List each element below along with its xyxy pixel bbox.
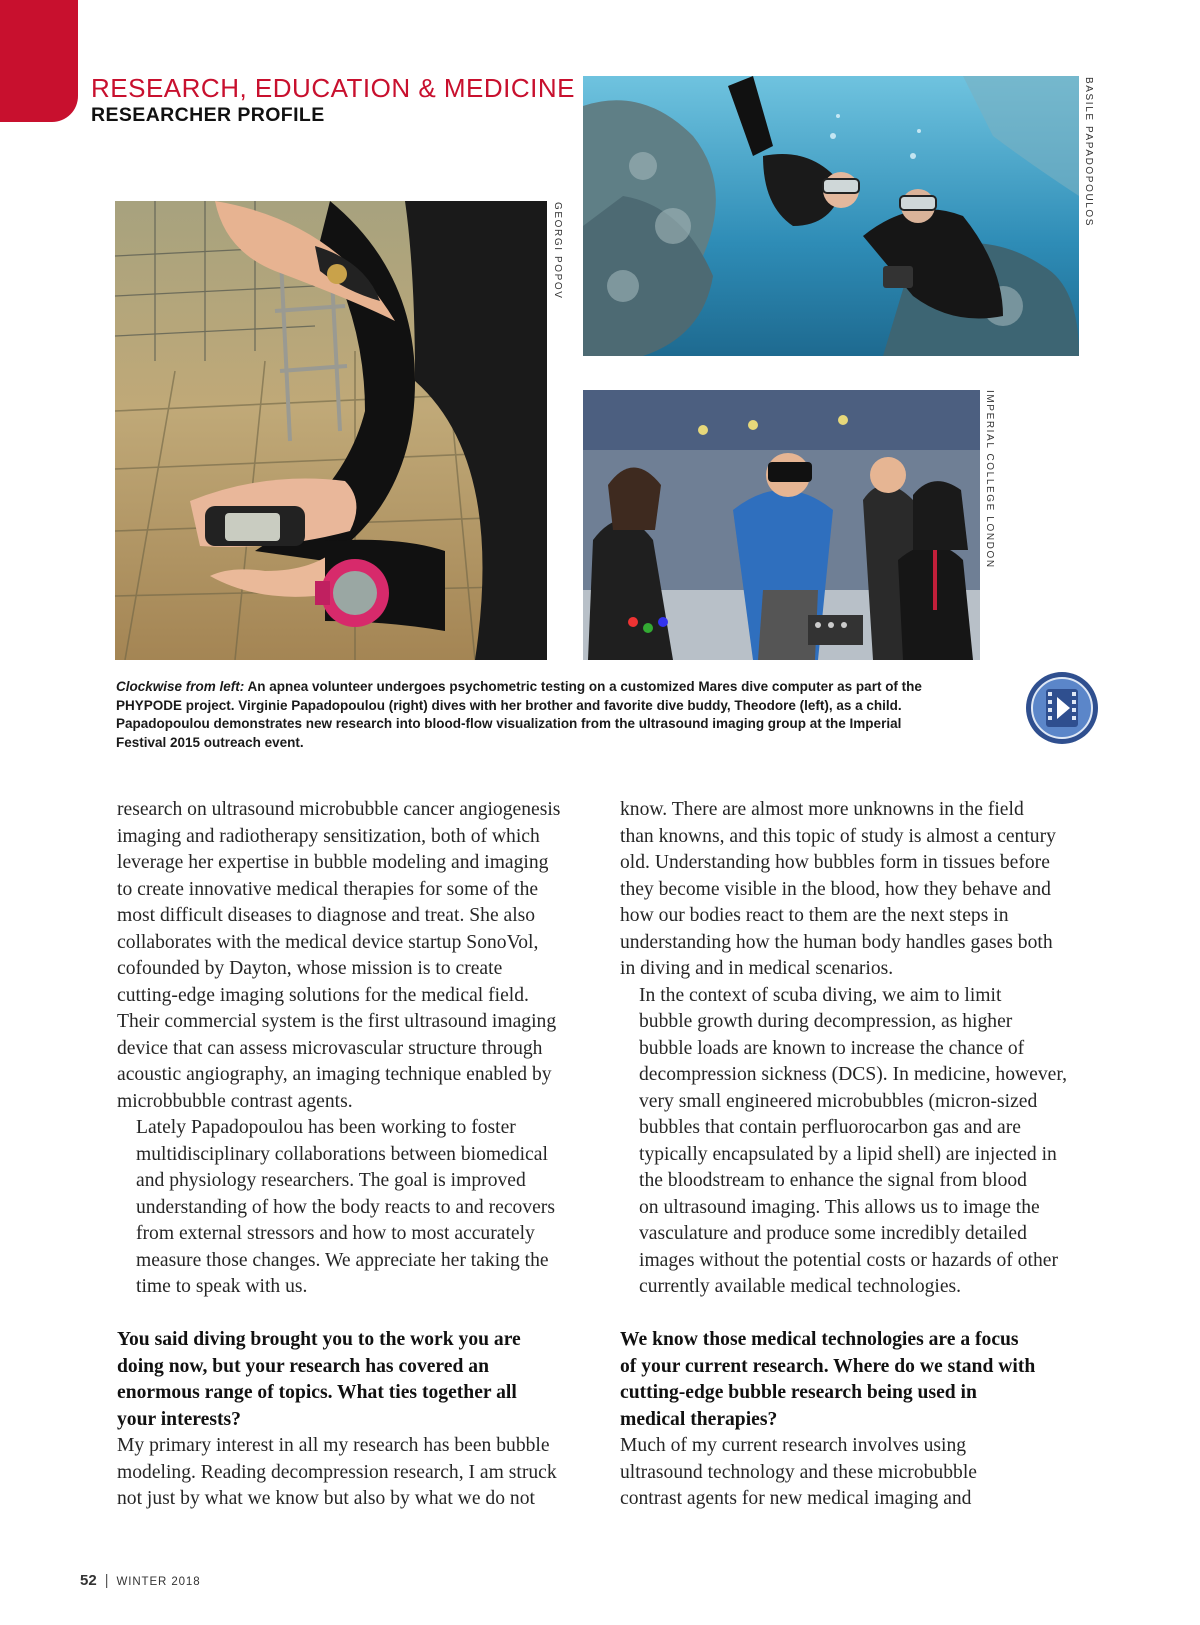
photo-imperial-festival xyxy=(583,390,980,660)
text-line: understanding how the human body handles gases both xyxy=(620,931,1053,953)
page-number: 52 xyxy=(80,1572,97,1589)
text-line: currently available medical technologies. xyxy=(639,1276,962,1297)
text-line: the bloodstream to enhance the signal from blood xyxy=(639,1170,1027,1191)
text-line: leverage her expertise in bubble modeling and imaging xyxy=(117,852,549,873)
text-line: very small engineered microbubbles (micron-sized xyxy=(639,1090,1038,1112)
text-line: modeling. Reading decompression research, I am struck xyxy=(117,1461,557,1483)
text-line: In the context of scuba diving, we aim to limit xyxy=(639,984,1002,1006)
article-column-left xyxy=(117,797,599,1513)
text-line: they become visible in the blood, how they behave and xyxy=(620,878,1051,900)
interview-answer xyxy=(620,1433,1102,1513)
article-paragraph xyxy=(620,797,1102,983)
text-line: imaging and radiotherapy sensitization, both of which xyxy=(117,825,540,847)
text-line: images without the potential costs or hazards of other xyxy=(639,1249,1058,1271)
text-line: measure those changes. We appreciate her taking the xyxy=(136,1249,549,1271)
text-line: cutting-edge imaging solutions for the medical field. xyxy=(117,984,529,1006)
text-line: from external stressors and how to most accurately xyxy=(136,1223,535,1244)
text-line: You said diving brought you to the work you are xyxy=(117,1329,521,1350)
caption-lead: Clockwise from left: xyxy=(116,679,245,694)
text-line: research on ultrasound microbubble cancer angiogenesis xyxy=(117,799,561,820)
photo-credit-bottom-right: IMPERIAL COLLEGE LONDON xyxy=(984,390,995,569)
text-line: My primary interest in all my research has been bubble xyxy=(117,1435,550,1456)
text-line: typically encapsulated by a lipid shell) are injected in xyxy=(639,1143,1057,1165)
text-line: old. Understanding how bubbles form in tissues before xyxy=(620,852,1050,873)
text-line: ultrasound technology and these microbubble xyxy=(620,1461,977,1483)
text-line: than knowns, and this topic of study is almost a century xyxy=(620,825,1056,847)
article-paragraph xyxy=(620,983,1102,1301)
text-line: how our bodies react to them are the next steps in xyxy=(620,905,1009,926)
text-line: enormous range of topics. What ties together all xyxy=(117,1382,517,1403)
text-line: to create innovative medical therapies for some of the xyxy=(117,878,539,900)
page-footer xyxy=(80,1572,201,1589)
text-line: time to speak with us. xyxy=(136,1276,308,1297)
text-line: of your current research. Where do we stand with xyxy=(620,1355,1036,1377)
text-line: cutting-edge bubble research being used in xyxy=(620,1382,977,1403)
interview-answer xyxy=(117,1433,599,1513)
text-line: device that can assess microvascular structure through xyxy=(117,1037,543,1059)
text-line: acoustic angiography, an imaging technique enabled by xyxy=(117,1064,552,1085)
photo-credit-top-right: BASILE PAPADOPOULOS xyxy=(1083,77,1094,228)
text-line: in diving and in medical scenarios. xyxy=(620,958,894,979)
photo-caption: Clockwise from left: An apnea volunteer undergoes psychometric testing on a customized Mares dive computer as part of the PHYPODE project. Virginie Papadopoulou (right) dives with her brother and favorite dive buddy, Theodore (left), as a child. Papadopoulou demonstrates new research into blood-flow visualization from the ultrasound imaging group at the Imperial Festival 2015 outreach event. xyxy=(116,679,922,750)
issue-label: WINTER 2018 xyxy=(116,1576,201,1588)
article-paragraph xyxy=(117,797,599,1115)
photo-divers-underwater xyxy=(583,76,1079,356)
section-color-tab xyxy=(0,0,78,122)
text-line: doing now, but your research has covered an xyxy=(117,1355,489,1377)
text-line: your interests? xyxy=(117,1408,241,1430)
text-line: collaborates with the medical device startup SonoVol, xyxy=(117,931,539,953)
text-line: microbbubble contrast agents. xyxy=(117,1090,353,1112)
text-line: vasculature and produce some incredibly detailed xyxy=(639,1223,1027,1244)
text-line: bubble loads are known to increase the chance of xyxy=(639,1037,1025,1059)
footer-separator: | xyxy=(104,1573,109,1589)
text-line: on ultrasound imaging. This allows us to image the xyxy=(639,1196,1040,1218)
text-line: We know those medical technologies are a focus xyxy=(620,1329,1019,1350)
text-line: and physiology researchers. The goal is improved xyxy=(136,1170,526,1191)
interview-question xyxy=(117,1327,599,1433)
text-line: Much of my current research involves using xyxy=(620,1435,967,1456)
text-line: know. There are almost more unknowns in the field xyxy=(620,799,1024,820)
text-line: medical therapies? xyxy=(620,1408,778,1430)
text-line: multidisciplinary collaborations between biomedical xyxy=(136,1143,548,1165)
text-line: most difficult diseases to diagnose and treat. She also xyxy=(117,905,536,926)
video-play-button[interactable] xyxy=(1024,670,1100,746)
text-line: cofounded by Dayton, whose mission is to create xyxy=(117,958,503,979)
photo-apnea-volunteer xyxy=(115,201,547,660)
text-line: decompression sickness (DCS). In medicine, however, xyxy=(639,1064,1068,1085)
play-icon xyxy=(1024,670,1100,746)
article-column-right xyxy=(620,797,1102,1513)
section-title: RESEARCH, EDUCATION & MEDICINE xyxy=(91,73,576,103)
text-line: understanding of how the body reacts to and recovers xyxy=(136,1196,555,1218)
section-subtitle: RESEARCHER PROFILE xyxy=(91,104,325,126)
text-line: bubble growth during decompression, as higher xyxy=(639,1011,1013,1032)
photo-credit-left: GEORGI POPOV xyxy=(552,202,563,300)
text-line: contrast agents for new medical imaging and xyxy=(620,1488,972,1509)
text-line: not just by what we know but also by what we do not xyxy=(117,1488,535,1509)
text-line: Lately Papadopoulou has been working to foster xyxy=(136,1117,516,1138)
text-line: bubbles that contain perfluorocarbon gas and are xyxy=(639,1117,1021,1138)
interview-question xyxy=(620,1327,1102,1433)
article-paragraph xyxy=(117,1115,599,1301)
text-line: Their commercial system is the first ultrasound imaging xyxy=(117,1011,557,1032)
